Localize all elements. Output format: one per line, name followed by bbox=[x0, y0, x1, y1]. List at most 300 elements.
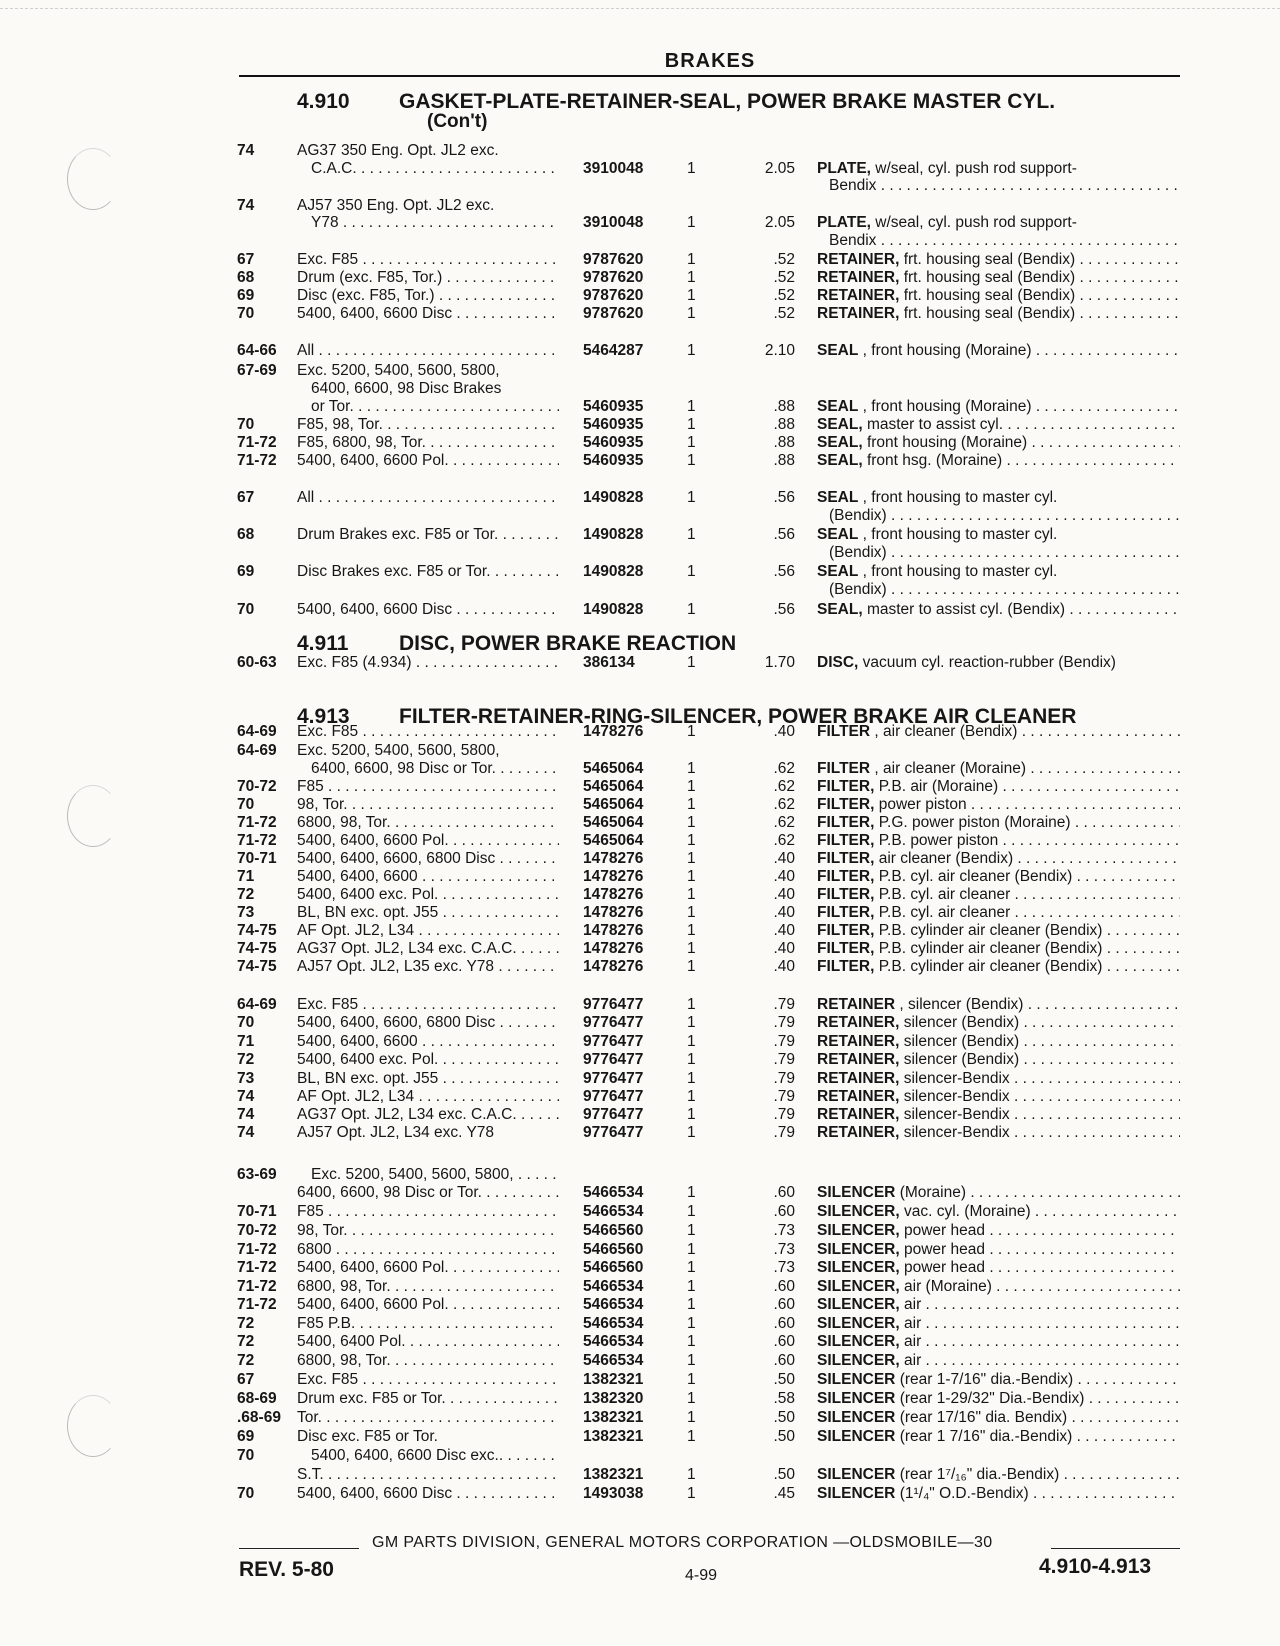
model-year-cell: 74-75 bbox=[237, 922, 277, 939]
description-cell bbox=[817, 886, 1180, 904]
part-description: P.B. air (Moraine) bbox=[878, 778, 999, 795]
part-number-cell: 1478276 bbox=[583, 958, 644, 975]
description-cell bbox=[817, 269, 1180, 287]
part-name: SILENCER bbox=[817, 1184, 896, 1201]
application-cell: S.T. . . . bbox=[297, 1466, 559, 1484]
table-row bbox=[0, 922, 1280, 942]
description-cell bbox=[817, 1106, 1180, 1124]
price-cell: .62 bbox=[773, 832, 795, 849]
price-cell: .40 bbox=[773, 958, 795, 975]
model-year-cell: 67 bbox=[237, 251, 255, 268]
model-year-cell: 69 bbox=[237, 1428, 255, 1445]
quantity-cell: 1 bbox=[687, 1203, 696, 1220]
price-cell: 1.70 bbox=[764, 654, 795, 671]
part-name: RETAINER, bbox=[817, 305, 900, 322]
part-name: RETAINER, bbox=[817, 1070, 900, 1087]
part-description: P.B. power piston bbox=[878, 832, 999, 849]
footer-rule-left bbox=[239, 1548, 359, 1549]
part-description: vacuum cyl. reaction-rubber (Bendix) bbox=[862, 654, 1116, 671]
application-cell: C.A.C. . . . bbox=[311, 160, 559, 178]
application-cell: 5400, 6400, 6600, 6800 Disc . . . bbox=[297, 850, 559, 868]
model-year-cell: 68 bbox=[237, 526, 255, 543]
application-cell: 6400, 6600, 98 Disc or Tor. . . . bbox=[297, 1184, 559, 1202]
application-cell: Exc. 5200, 5400, 5600, 5800, bbox=[297, 362, 500, 379]
price-cell: .40 bbox=[773, 868, 795, 885]
model-year-cell: 71-72 bbox=[237, 1259, 277, 1276]
quantity-cell: 1 bbox=[687, 452, 696, 469]
price-cell: .60 bbox=[773, 1333, 795, 1350]
application-cell: 5400, 6400, 6600, 6800 Disc . . . bbox=[297, 1014, 559, 1032]
price-cell: .79 bbox=[773, 1033, 795, 1050]
part-description: front hsg. (Moraine) bbox=[866, 452, 1003, 469]
quantity-cell: 1 bbox=[687, 1106, 696, 1123]
application-cell: AJ57 Opt. JL2, L35 exc. Y78 . . . bbox=[297, 958, 559, 976]
part-number-cell: 5466560 bbox=[583, 1259, 644, 1276]
page-number: 4-99 bbox=[685, 1567, 718, 1584]
part-description: (rear 1⁷/₁₆" dia.-Bendix) bbox=[899, 1466, 1060, 1483]
part-number-cell: 9776477 bbox=[583, 1033, 644, 1050]
application-cell: Exc. F85 . . . bbox=[297, 1371, 559, 1389]
table-row bbox=[0, 1106, 1280, 1126]
part-description: frt. housing seal (Bendix) bbox=[903, 251, 1076, 268]
price-cell: .50 bbox=[773, 1466, 795, 1483]
part-number-cell: 5460935 bbox=[583, 398, 644, 415]
price-cell: .45 bbox=[773, 1485, 795, 1502]
model-year-cell: 64-69 bbox=[237, 742, 277, 759]
part-name: FILTER, bbox=[817, 958, 875, 975]
description-cell bbox=[817, 1333, 1180, 1351]
part-number-cell: 1478276 bbox=[583, 940, 644, 957]
application-cell: 5400, 6400, 6600 . . . bbox=[297, 868, 559, 886]
part-description: air cleaner (Bendix) bbox=[878, 850, 1014, 867]
part-number-cell: 9787620 bbox=[583, 305, 644, 322]
quantity-cell: 1 bbox=[687, 904, 696, 921]
application-cell: 6800 . . . bbox=[297, 1241, 559, 1259]
part-name: FILTER bbox=[817, 723, 871, 740]
part-name: SEAL, bbox=[817, 416, 863, 433]
part-description: silencer-Bendix bbox=[903, 1070, 1010, 1087]
table-row bbox=[0, 489, 1280, 509]
part-description: power head bbox=[904, 1259, 986, 1276]
table-row bbox=[0, 723, 1280, 743]
application-cell: 6800, 98, Tor. . . . bbox=[297, 1352, 559, 1370]
part-description: air bbox=[904, 1352, 922, 1369]
description-cell bbox=[817, 1014, 1180, 1032]
quantity-cell: 1 bbox=[687, 1088, 696, 1105]
quantity-cell: 1 bbox=[687, 526, 696, 543]
part-description: , front housing to master cyl. bbox=[862, 489, 1058, 506]
part-number-cell: 5460935 bbox=[583, 416, 644, 433]
section-continued-note: (Con't) bbox=[427, 111, 488, 132]
description-cell bbox=[817, 1485, 1180, 1503]
part-name: DISC, bbox=[817, 654, 859, 671]
table-row bbox=[0, 868, 1280, 888]
model-year-cell: 70 bbox=[237, 416, 255, 433]
header-rule bbox=[239, 75, 1180, 77]
price-cell: .60 bbox=[773, 1203, 795, 1220]
part-description: P.G. power piston (Moraine) bbox=[878, 814, 1071, 831]
description-cell bbox=[817, 342, 1180, 360]
application-cell: Drum (exc. F85, Tor.) . . . bbox=[297, 269, 559, 287]
model-year-cell: 64-69 bbox=[237, 723, 277, 740]
part-number-cell: 1490828 bbox=[583, 489, 644, 506]
quantity-cell: 1 bbox=[687, 886, 696, 903]
table-row bbox=[0, 1070, 1280, 1090]
table-row bbox=[0, 1166, 1280, 1186]
part-name: PLATE, bbox=[817, 214, 871, 231]
part-name: SILENCER bbox=[817, 1409, 896, 1426]
table-row bbox=[0, 1409, 1280, 1429]
price-cell: .40 bbox=[773, 850, 795, 867]
part-number-cell: 9776477 bbox=[583, 1051, 644, 1068]
part-description: vac. cyl. (Moraine) bbox=[904, 1203, 1031, 1220]
application-cell: AF Opt. JL2, L34 . . . bbox=[297, 922, 559, 940]
description-cell bbox=[817, 1428, 1180, 1446]
part-description: P.B. cylinder air cleaner (Bendix) bbox=[878, 958, 1103, 975]
description-cell bbox=[817, 416, 1180, 434]
quantity-cell: 1 bbox=[687, 1315, 696, 1332]
model-year-cell: 71 bbox=[237, 1033, 255, 1050]
part-name: SILENCER bbox=[817, 1485, 896, 1502]
part-name: SILENCER, bbox=[817, 1278, 900, 1295]
table-row bbox=[0, 1259, 1280, 1279]
part-name: SILENCER bbox=[817, 1428, 896, 1445]
part-description: air (Moraine) bbox=[904, 1278, 992, 1295]
part-description: (Bendix) bbox=[829, 581, 887, 598]
price-cell: .60 bbox=[773, 1278, 795, 1295]
part-name: FILTER, bbox=[817, 922, 875, 939]
part-name: SILENCER bbox=[817, 1371, 896, 1388]
price-cell: .60 bbox=[773, 1184, 795, 1201]
table-row bbox=[0, 563, 1280, 583]
application-cell: Exc. 5200, 5400, 5600, 5800, bbox=[297, 742, 500, 759]
price-cell: .40 bbox=[773, 922, 795, 939]
description-cell bbox=[817, 1278, 1180, 1296]
price-cell: .79 bbox=[773, 996, 795, 1013]
part-name: RETAINER, bbox=[817, 251, 900, 268]
table-row bbox=[0, 601, 1280, 621]
section-number: 4.911 bbox=[297, 632, 349, 655]
application-cell: Drum Brakes exc. F85 or Tor. . . . bbox=[297, 526, 559, 544]
description-cell bbox=[817, 434, 1180, 452]
application-cell: 5400, 6400, 6600 Pol. . . . bbox=[297, 452, 559, 470]
part-name: RETAINER, bbox=[817, 287, 900, 304]
model-year-cell: 70-71 bbox=[237, 850, 277, 867]
table-row bbox=[0, 1447, 1280, 1467]
table-row bbox=[0, 832, 1280, 852]
part-name: RETAINER, bbox=[817, 1088, 900, 1105]
price-cell: .62 bbox=[773, 778, 795, 795]
part-number-cell: 9776477 bbox=[583, 1070, 644, 1087]
description-cell bbox=[829, 232, 1180, 250]
description-cell bbox=[829, 507, 1180, 525]
model-year-cell: 74 bbox=[237, 1106, 255, 1123]
description-cell bbox=[817, 563, 1180, 581]
part-name: FILTER bbox=[817, 760, 871, 777]
table-row bbox=[0, 1014, 1280, 1034]
quantity-cell: 1 bbox=[687, 723, 696, 740]
model-year-cell: 71-72 bbox=[237, 1278, 277, 1295]
part-name: SEAL, bbox=[817, 601, 863, 618]
section-index: 4.910-4.913 bbox=[1039, 1555, 1152, 1578]
model-year-cell: 74 bbox=[237, 1124, 255, 1141]
model-year-cell: 69 bbox=[237, 563, 255, 580]
description-cell bbox=[817, 1222, 1180, 1240]
model-year-cell: 74-75 bbox=[237, 958, 277, 975]
table-row bbox=[0, 305, 1280, 325]
table-row bbox=[0, 1315, 1280, 1335]
table-row bbox=[0, 581, 1280, 601]
part-description: power head bbox=[904, 1222, 986, 1239]
description-cell bbox=[817, 778, 1180, 796]
model-year-cell: 70-72 bbox=[237, 1222, 277, 1239]
price-cell: .62 bbox=[773, 796, 795, 813]
part-number-cell: 5465064 bbox=[583, 778, 644, 795]
part-description: (Bendix) bbox=[829, 507, 887, 524]
part-description: (rear 1-29/32" Dia.-Bendix) bbox=[899, 1390, 1085, 1407]
table-row bbox=[0, 434, 1280, 454]
description-cell bbox=[817, 814, 1180, 832]
model-year-cell: 72 bbox=[237, 1352, 255, 1369]
quantity-cell: 1 bbox=[687, 434, 696, 451]
part-name: SILENCER, bbox=[817, 1203, 900, 1220]
application-cell: F85, 98, Tor. . . . bbox=[297, 416, 559, 434]
table-row bbox=[0, 1466, 1280, 1486]
model-year-cell: 68 bbox=[237, 269, 255, 286]
quantity-cell: 1 bbox=[687, 1278, 696, 1295]
application-cell: F85 . . . bbox=[297, 778, 559, 796]
price-cell: .52 bbox=[773, 287, 795, 304]
application-cell: 6800, 98, Tor. . . . bbox=[297, 1278, 559, 1296]
table-row bbox=[0, 904, 1280, 924]
description-cell bbox=[817, 1088, 1180, 1106]
part-name: SEAL bbox=[817, 526, 859, 543]
part-description: silencer-Bendix bbox=[903, 1088, 1010, 1105]
quantity-cell: 1 bbox=[687, 958, 696, 975]
page-header-title: BRAKES bbox=[664, 50, 756, 72]
quantity-cell: 1 bbox=[687, 305, 696, 322]
description-cell bbox=[817, 1409, 1180, 1427]
application-cell: 6400, 6600, 98 Disc or Tor. . . . bbox=[311, 760, 559, 778]
application-cell: 5400, 6400 Pol. . . . bbox=[297, 1333, 559, 1351]
model-year-cell: 69 bbox=[237, 287, 255, 304]
part-description: master to assist cyl. bbox=[866, 416, 1004, 433]
price-cell: .73 bbox=[773, 1241, 795, 1258]
application-cell: All . . . bbox=[297, 342, 559, 360]
part-name: RETAINER, bbox=[817, 1124, 900, 1141]
table-row bbox=[0, 796, 1280, 816]
part-description: air bbox=[904, 1296, 922, 1313]
part-description: silencer (Bendix) bbox=[903, 1033, 1020, 1050]
part-number-cell: 9787620 bbox=[583, 269, 644, 286]
description-cell bbox=[817, 1315, 1180, 1333]
application-cell: AG37 Opt. JL2, L34 exc. C.A.C. . . . bbox=[297, 1106, 559, 1124]
quantity-cell: 1 bbox=[687, 214, 696, 231]
table-row bbox=[0, 1241, 1280, 1261]
table-row bbox=[0, 416, 1280, 436]
description-cell bbox=[817, 251, 1180, 269]
part-number-cell: 5466534 bbox=[583, 1278, 644, 1295]
model-year-cell: 73 bbox=[237, 904, 255, 921]
part-description: Bendix bbox=[829, 177, 877, 194]
price-cell: 2.05 bbox=[764, 160, 795, 177]
model-year-cell: 71-72 bbox=[237, 814, 277, 831]
part-number-cell: 1478276 bbox=[583, 922, 644, 939]
quantity-cell: 1 bbox=[687, 940, 696, 957]
section-title: FILTER-RETAINER-RING-SILENCER, POWER BRAKE AIR CLEANER bbox=[399, 705, 1077, 728]
application-cell: Disc exc. F85 or Tor. bbox=[297, 1428, 438, 1445]
part-name: RETAINER, bbox=[817, 1033, 900, 1050]
price-cell: .56 bbox=[773, 601, 795, 618]
description-cell bbox=[817, 654, 1180, 672]
application-cell: F85, 6800, 98, Tor. . . . bbox=[297, 434, 559, 452]
model-year-cell: 70 bbox=[237, 1485, 255, 1502]
model-year-cell: 60-63 bbox=[237, 654, 277, 671]
quantity-cell: 1 bbox=[687, 416, 696, 433]
table-row bbox=[0, 1352, 1280, 1372]
part-number-cell: 9776477 bbox=[583, 1124, 644, 1141]
price-cell: .60 bbox=[773, 1315, 795, 1332]
table-row bbox=[0, 1428, 1280, 1448]
part-number-cell: 5466560 bbox=[583, 1222, 644, 1239]
price-cell: 2.05 bbox=[764, 214, 795, 231]
model-year-cell: 68-69 bbox=[237, 1390, 277, 1407]
application-cell: AJ57 350 Eng. Opt. JL2 exc. bbox=[297, 197, 495, 214]
part-name: SEAL bbox=[817, 342, 859, 359]
application-cell: F85 . . . bbox=[297, 1203, 559, 1221]
model-year-cell: 63-69 bbox=[237, 1166, 277, 1183]
part-name: SILENCER, bbox=[817, 1222, 900, 1239]
price-cell: .56 bbox=[773, 526, 795, 543]
quantity-cell: 1 bbox=[687, 1033, 696, 1050]
part-number-cell: 5465064 bbox=[583, 796, 644, 813]
model-year-cell: 72 bbox=[237, 1333, 255, 1350]
table-row bbox=[0, 1203, 1280, 1223]
quantity-cell: 1 bbox=[687, 1352, 696, 1369]
price-cell: .40 bbox=[773, 886, 795, 903]
part-description: frt. housing seal (Bendix) bbox=[903, 305, 1076, 322]
part-number-cell: 9787620 bbox=[583, 251, 644, 268]
part-name: SILENCER, bbox=[817, 1315, 900, 1332]
model-year-cell: 67-69 bbox=[237, 362, 277, 379]
application-cell: 5400, 6400, 6600 Disc . . . bbox=[297, 1485, 559, 1503]
footer-rule-right bbox=[1051, 1548, 1180, 1549]
description-cell bbox=[817, 1352, 1180, 1370]
model-year-cell: 72 bbox=[237, 1315, 255, 1332]
part-number-cell: 1478276 bbox=[583, 868, 644, 885]
part-number-cell: 1478276 bbox=[583, 723, 644, 740]
part-description: master to assist cyl. (Bendix) bbox=[866, 601, 1066, 618]
price-cell: .40 bbox=[773, 940, 795, 957]
description-cell bbox=[817, 996, 1180, 1014]
part-number-cell: 1382321 bbox=[583, 1409, 644, 1426]
application-cell: 5400, 6400, 6600 Pol. . . . bbox=[297, 1259, 559, 1277]
description-cell bbox=[817, 1296, 1180, 1314]
part-name: SILENCER, bbox=[817, 1241, 900, 1258]
part-name: FILTER, bbox=[817, 850, 875, 867]
price-cell: .62 bbox=[773, 760, 795, 777]
model-year-cell: 71-72 bbox=[237, 832, 277, 849]
part-name: FILTER, bbox=[817, 886, 875, 903]
part-description: silencer (Bendix) bbox=[903, 1014, 1020, 1031]
quantity-cell: 1 bbox=[687, 1241, 696, 1258]
part-number-cell: 5465064 bbox=[583, 760, 644, 777]
description-cell bbox=[817, 1051, 1180, 1069]
part-name: SILENCER bbox=[817, 1390, 896, 1407]
price-cell: .79 bbox=[773, 1088, 795, 1105]
part-name: SILENCER bbox=[817, 1466, 896, 1483]
application-cell: 5400, 6400, 6600 . . . bbox=[297, 1033, 559, 1051]
part-number-cell: 9776477 bbox=[583, 1088, 644, 1105]
part-number-cell: 386134 bbox=[583, 654, 635, 671]
quantity-cell: 1 bbox=[687, 1184, 696, 1201]
part-name: FILTER, bbox=[817, 796, 875, 813]
part-description: Bendix bbox=[829, 232, 877, 249]
application-cell: 6800, 98, Tor. . . . bbox=[297, 814, 559, 832]
part-number-cell: 5466534 bbox=[583, 1296, 644, 1313]
part-description: , air cleaner (Moraine) bbox=[874, 760, 1027, 777]
table-row bbox=[0, 654, 1280, 674]
price-cell: .73 bbox=[773, 1259, 795, 1276]
quantity-cell: 1 bbox=[687, 1390, 696, 1407]
part-name: FILTER, bbox=[817, 832, 875, 849]
quantity-cell: 1 bbox=[687, 563, 696, 580]
table-row bbox=[0, 1333, 1280, 1353]
part-name: PLATE, bbox=[817, 160, 871, 177]
application-cell: BL, BN exc. opt. J55 . . . bbox=[297, 1070, 559, 1088]
part-description: (rear 17/16" dia. Bendix) bbox=[899, 1409, 1068, 1426]
quantity-cell: 1 bbox=[687, 269, 696, 286]
table-row bbox=[0, 269, 1280, 289]
price-cell: .88 bbox=[773, 416, 795, 433]
application-cell: Exc. F85 (4.934) . . . bbox=[297, 654, 559, 672]
table-row bbox=[0, 251, 1280, 271]
application-cell: AJ57 Opt. JL2, L34 exc. Y78 bbox=[297, 1124, 495, 1141]
table-row bbox=[0, 287, 1280, 307]
description-cell bbox=[817, 832, 1180, 850]
model-year-cell: 74 bbox=[237, 142, 255, 159]
model-year-cell: 71-72 bbox=[237, 434, 277, 451]
description-cell bbox=[817, 723, 1180, 741]
part-number-cell: 1478276 bbox=[583, 850, 644, 867]
quantity-cell: 1 bbox=[687, 814, 696, 831]
table-row bbox=[0, 760, 1280, 780]
part-description: , front housing (Moraine) bbox=[862, 398, 1032, 415]
part-description: (rear 1 7/16" dia.-Bendix) bbox=[899, 1428, 1073, 1445]
description-cell bbox=[817, 214, 1180, 232]
application-cell: Drum exc. F85 or Tor. . . . bbox=[297, 1390, 559, 1408]
table-row bbox=[0, 214, 1280, 234]
quantity-cell: 1 bbox=[687, 1259, 696, 1276]
application-cell: 5400, 6400, 6600 Disc exc.. . . . bbox=[311, 1447, 559, 1465]
application-cell: 5400, 6400, 6600 Disc . . . bbox=[297, 305, 559, 323]
quantity-cell: 1 bbox=[687, 654, 696, 671]
part-number-cell: 5460935 bbox=[583, 452, 644, 469]
table-row bbox=[0, 452, 1280, 472]
section-number: 4.910 bbox=[297, 90, 350, 113]
description-cell bbox=[817, 760, 1180, 778]
part-number-cell: 5460935 bbox=[583, 434, 644, 451]
quantity-cell: 1 bbox=[687, 1333, 696, 1350]
quantity-cell: 1 bbox=[687, 760, 696, 777]
part-name: SEAL bbox=[817, 563, 859, 580]
part-name: FILTER, bbox=[817, 814, 875, 831]
quantity-cell: 1 bbox=[687, 868, 696, 885]
quantity-cell: 1 bbox=[687, 1296, 696, 1313]
description-cell bbox=[817, 160, 1180, 178]
part-name: RETAINER, bbox=[817, 1014, 900, 1031]
quantity-cell: 1 bbox=[687, 287, 696, 304]
